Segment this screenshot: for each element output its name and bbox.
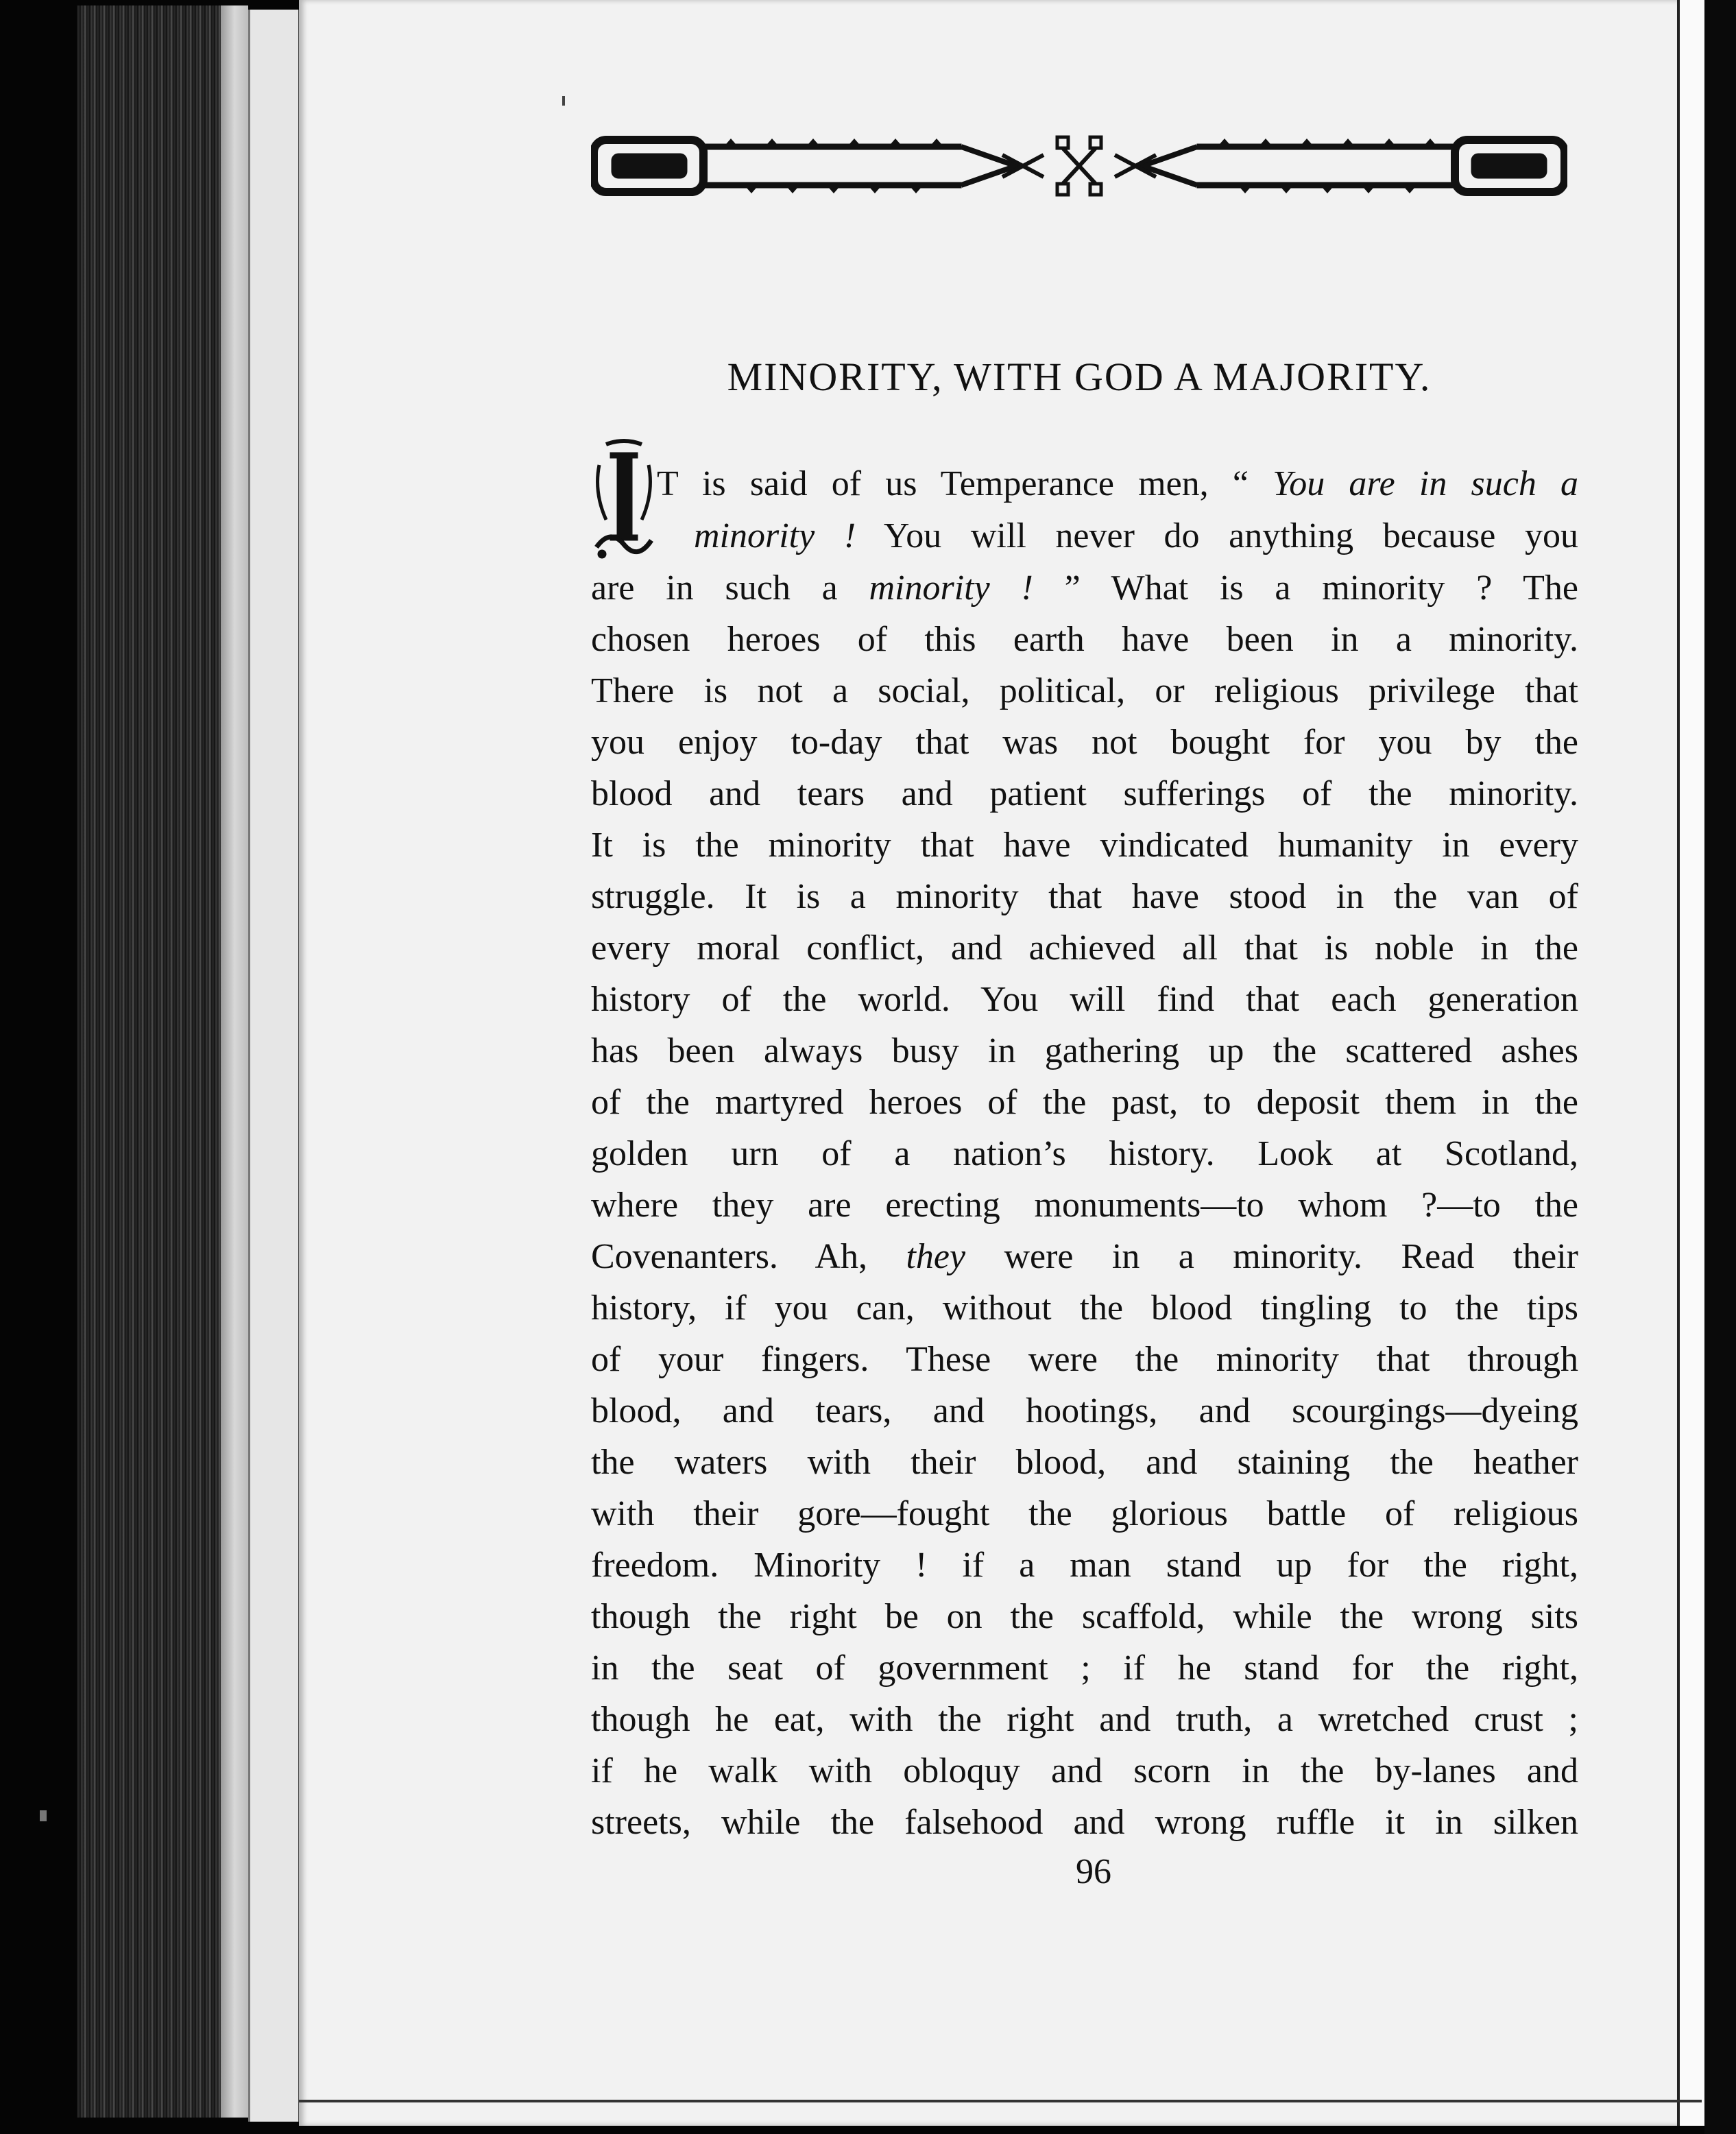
text-line: though the right be on the scaffold, while the wrong sits bbox=[591, 1597, 1578, 1636]
text-line: struggle. It is a minority that have stood in the van of bbox=[591, 877, 1578, 916]
text-line: blood and tears and patient sufferings of the minority. bbox=[591, 774, 1578, 813]
text-line: you enjoy to-day that was not bought for you by the bbox=[591, 723, 1578, 762]
text-line: the waters with their blood, and staining the heather bbox=[591, 1443, 1578, 1482]
text-line: minority ! You will never do anything because you bbox=[694, 516, 1578, 555]
right-page-edge bbox=[1677, 0, 1704, 2126]
text-line: chosen heroes of this earth have been in a minority. bbox=[591, 620, 1578, 659]
text-line: every moral conflict, and achieved all that is noble in the bbox=[591, 928, 1578, 968]
page-number: 96 bbox=[1076, 1852, 1111, 1891]
page-bottom-edge bbox=[299, 2100, 1702, 2102]
decorated-initial-icon bbox=[592, 437, 655, 561]
speck-mark bbox=[40, 1810, 47, 1821]
text-line: if he walk with obloquy and scorn in the by-lanes and bbox=[591, 1751, 1578, 1790]
text-line: in the seat of government ; if he stand for the right, bbox=[591, 1649, 1578, 1688]
text-line: of your fingers. These were the minority that through bbox=[591, 1340, 1578, 1379]
text-line: history, if you can, without the blood tingling to the tips bbox=[591, 1288, 1578, 1328]
text-line: though he eat, with the right and truth, a wretched crust ; bbox=[591, 1700, 1578, 1739]
text-line: where they are erecting monuments—to whom ?—to the bbox=[591, 1186, 1578, 1225]
text-line: There is not a social, political, or religious privilege that bbox=[591, 671, 1578, 710]
text-line: T is said of us Temperance men, “ You are in such a bbox=[657, 464, 1578, 503]
text-line: freedom. Minority ! if a man stand up for the right, bbox=[591, 1546, 1578, 1585]
text-line: Covenanters. Ah, they were in a minority. Read their bbox=[591, 1237, 1579, 1276]
text-line: It is the minority that have vindicated humanity in every bbox=[591, 826, 1578, 865]
speck-mark bbox=[562, 96, 565, 106]
text-line: blood, and tears, and hootings, and scourgings—dyeing bbox=[591, 1391, 1578, 1430]
book-page-edges bbox=[77, 5, 248, 2118]
text-line: are in such a minority ! ” What is a minority ? The bbox=[591, 568, 1578, 608]
scan-border bbox=[1704, 0, 1736, 2134]
text-line: of the martyred heroes of the past, to deposit them in the bbox=[591, 1083, 1578, 1122]
ornamental-headpiece-icon bbox=[591, 134, 1567, 197]
chapter-title: MINORITY, WITH GOD A MAJORITY. bbox=[727, 355, 1432, 399]
text-line: history of the world. You will find that each generation bbox=[591, 980, 1578, 1019]
inner-page-strip bbox=[248, 10, 301, 2122]
text-line: golden urn of a nation’s history. Look at Scotland, bbox=[591, 1134, 1578, 1173]
text-line: has been always busy in gathering up the scattered ashes bbox=[591, 1031, 1578, 1070]
text-line: with their gore—fought the glorious battle of religious bbox=[591, 1494, 1578, 1533]
text-line: streets, while the falsehood and wrong ruffle it in silken bbox=[591, 1803, 1578, 1842]
